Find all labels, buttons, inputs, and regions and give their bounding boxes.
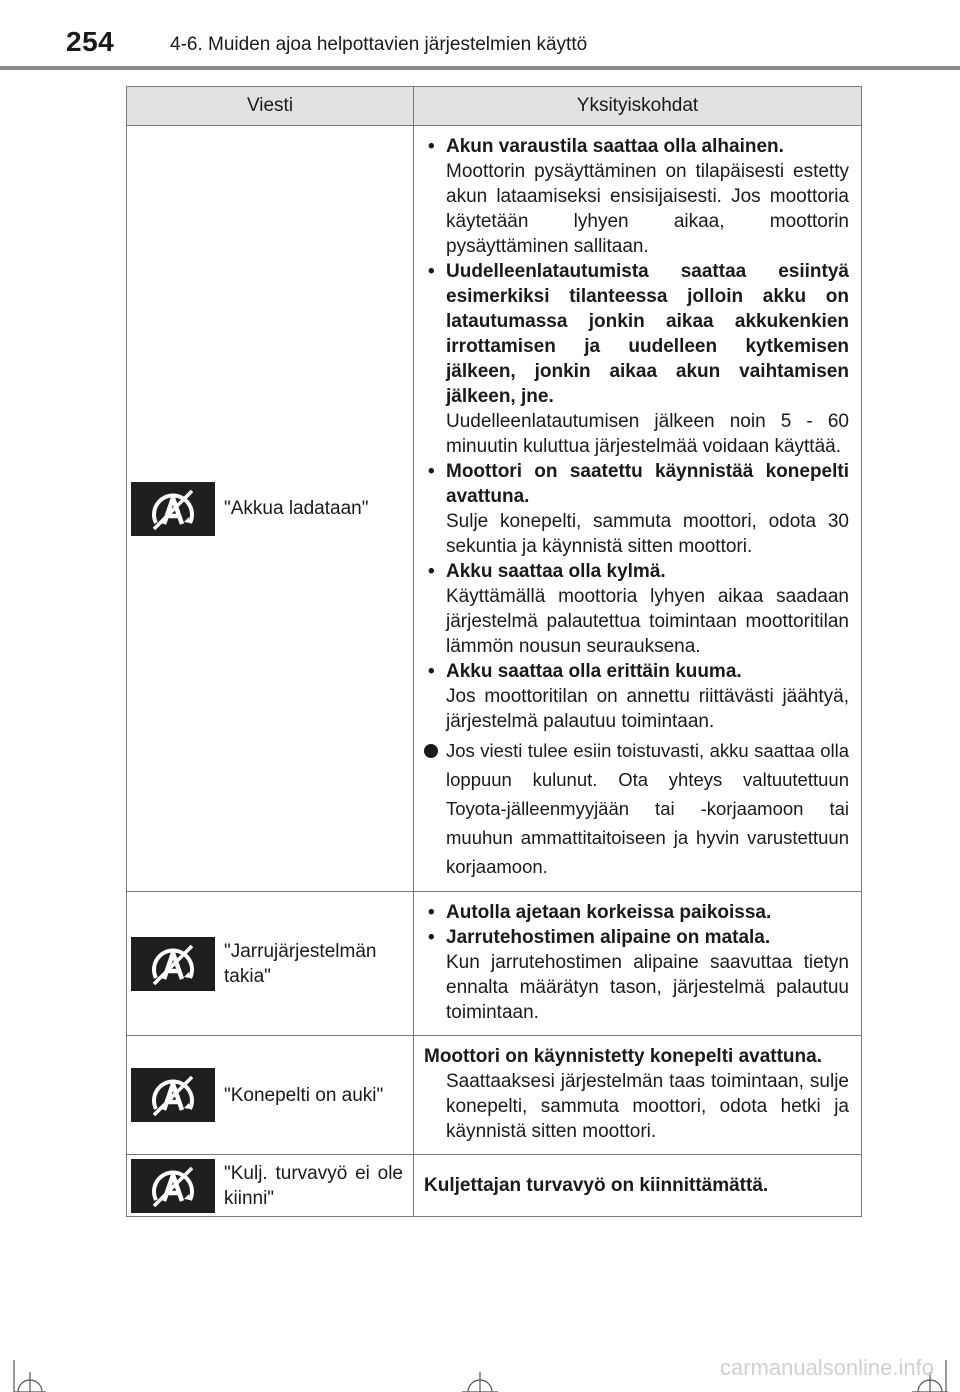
message-text: "Jarrujärjestelmän takia" [224, 940, 377, 987]
item-body: Moottorin pysäyttäminen on tilapäisesti estetty akun lataamiseksi ensisijaisesti. Jos moottoria käytetään lyhyen aikaa, moottorin pysäyttäminen sallitaan. [446, 161, 849, 257]
item-heading: Akun varaustila saattaa olla alhainen. [446, 136, 784, 157]
table-header-row [127, 87, 862, 126]
stop-start-off-icon [131, 937, 215, 991]
message-table [126, 86, 862, 1217]
note-text: Jos viesti tulee esiin toistuvasti, akku saattaa olla loppuun kulunut. Ota yhteys valtuutettuun Toyota-jälleenmyyjään tai -korjaamoon tai muuhun ammattitaitoiseen ja hyvin varustettuun korjaamoon. [446, 740, 849, 877]
header-rule [0, 66, 960, 70]
list-item: • Akku saattaa olla erittäin kuuma. Jos moottoritilan on annettu riittävästi jäähtyä, järjestelmä palautuu toimintaan. [428, 661, 849, 732]
page-number: 254 [66, 26, 115, 57]
table-row [127, 892, 862, 1036]
list-item: • Autolla ajetaan korkeissa paikoissa. [424, 900, 849, 925]
item-heading: Akku saattaa olla kylmä. [446, 561, 666, 582]
note [424, 736, 849, 881]
details-cell [414, 1155, 862, 1217]
details-body: Saattaaksesi järjestelmän taas toimintaan, sulje konepelti, sammuta moottori, odota hetki ja käynnistä sitten moottori. [446, 1071, 849, 1142]
page-header [0, 0, 960, 70]
details-cell [414, 126, 862, 892]
details-heading: Kuljettajan turvavyö on kiinnittämättä. [424, 1175, 769, 1196]
message-cell [127, 1036, 414, 1155]
list-item: • Moottori on saatettu käynnistää konepelti avattuna. Sulje konepelti, sammuta moottori, odota 30 sekuntia ja käynnistä sitten moottori. [428, 461, 849, 557]
table-row [127, 126, 862, 892]
item-heading: Jarrutehostimen alipaine on matala. [446, 927, 771, 948]
stop-start-off-icon [131, 482, 215, 536]
watermark: carmanualsonline.info [719, 1355, 934, 1380]
item-heading: Uudelleenlatautumista saattaa esiintyä esimerkiksi tilanteessa jolloin akku on latautumassa jonkin aikaa akkukenkien irrottamisen ja uudelleen kytkemisen jälkeen, jonkin aikaa akun vaihtamisen jälkeen, jne. [446, 261, 849, 407]
list-item: • Akku saattaa olla kylmä. Käyttämällä moottoria lyhyen aikaa saadaan järjestelmä palautettua toimintaan moottoritilan lämmön nousun seurauksena. [428, 561, 849, 657]
message-text: "Akkua ladataan" [224, 498, 369, 519]
message-text: "Konepelti on auki" [224, 1084, 384, 1106]
item-body: Uudelleenlatautumisen jälkeen noin 5 - 60 minuutin kuluttua järjestelmää voidaan käyttää. [446, 411, 849, 457]
item-body: Jos moottoritilan on annettu riittävästi jäähtyä, järjestelmä palautuu toimintaan. [446, 686, 849, 732]
list-item: • Jarrutehostimen alipaine on matala. Kun jarrutehostimen alipaine saavuttaa tietyn ennalta määrätyn tason, järjestelmä palautuu toimintaan. [428, 927, 849, 1023]
item-body: Kun jarrutehostimen alipaine saavuttaa tietyn ennalta määrätyn tason, järjestelmä palautuu toimintaan. [446, 952, 849, 1023]
item-body: Sulje konepelti, sammuta moottori, odota 30 sekuntia ja käynnistä sitten moottori. [446, 511, 849, 557]
note-bullet-icon [424, 744, 438, 758]
column-header-message: Viesti [127, 87, 414, 126]
table-row [127, 1036, 862, 1155]
list-item: • Akun varaustila saattaa olla alhainen. Moottorin pysäyttäminen on tilapäisesti estetty akun lataamiseksi ensisijaisesti. Jos moottoria käytetään lyhyen aikaa, moottorin pysäyttäminen sallitaan. [428, 136, 849, 257]
stop-start-off-icon [131, 1068, 215, 1122]
column-header-details: Yksityiskohdat [414, 87, 862, 126]
item-heading: Moottori on saatettu käynnistää konepelti avattuna. [446, 461, 849, 507]
item-heading: Autolla ajetaan korkeissa paikoissa. [446, 902, 772, 923]
details-cell [414, 892, 862, 1036]
details-cell [414, 1036, 862, 1155]
table-row [127, 1155, 862, 1217]
message-text: "Kulj. turvavyö ei ole kiinni" [224, 1162, 403, 1209]
section-title: 4-6. Muiden ajoa helpottavien järjestelmien käyttö [170, 34, 588, 55]
message-cell [127, 126, 414, 892]
message-cell [127, 1155, 414, 1217]
message-cell [127, 892, 414, 1036]
item-heading: Akku saattaa olla erittäin kuuma. [446, 661, 742, 682]
item-body: Käyttämällä moottoria lyhyen aikaa saadaan järjestelmä palautettua toimintaan moottoritilan lämmön nousun seurauksena. [446, 586, 849, 657]
stop-start-off-icon [131, 1159, 215, 1213]
list-item: • Uudelleenlatautumista saattaa esiintyä esimerkiksi tilanteessa jolloin akku on latautumassa jonkin aikaa akkukenkien irrottamisen ja uudelleen kytkemisen jälkeen, jonkin aikaa akun vaihtamisen jälkeen, jne. Uudelleenlatautumisen jälkeen noin 5 - 60 minuutin kuluttua järjestelmää voidaan käyttää. [428, 261, 849, 457]
details-heading: Moottori on käynnistetty konepelti avattuna. [424, 1046, 822, 1067]
